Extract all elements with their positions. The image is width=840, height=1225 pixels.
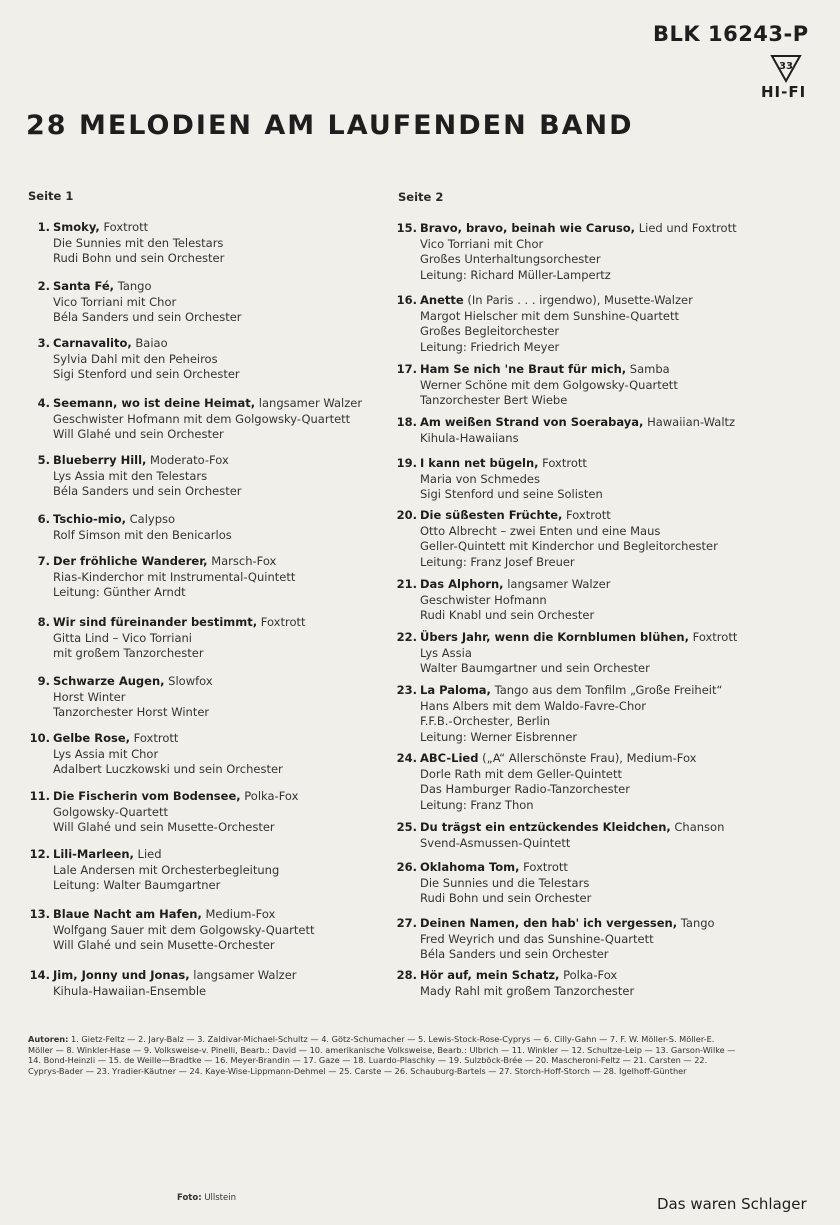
- track-performer-line: mit großem Tanzorchester: [53, 646, 204, 661]
- track-title: Hör auf, mein Schatz,: [420, 968, 560, 982]
- track-performer-line: Lys Assia mit Chor: [53, 746, 159, 761]
- track-title: Jim, Jonny und Jonas,: [53, 968, 190, 982]
- catalog-number: BLK 16243-P: [653, 22, 809, 46]
- track-style: Polka-Fox: [240, 789, 299, 803]
- track-performer-line: Will Glahé und sein Musette-Orchester: [53, 938, 275, 953]
- track-number: 7.: [37, 554, 50, 568]
- track-title: Deinen Namen, den hab' ich vergessen,: [420, 916, 678, 930]
- track-entry: [28, 279, 242, 326]
- track-number: 24.: [396, 751, 417, 765]
- track-entry: [395, 221, 737, 283]
- track-performer-line: Walter Baumgartner und sein Orchester: [420, 661, 650, 676]
- track-number: 27.: [396, 916, 417, 930]
- track-performer-line: Rudi Bohn und sein Orchester: [420, 891, 592, 906]
- track-entry: [395, 683, 722, 745]
- track-title: Santa Fé,: [53, 279, 115, 293]
- track-entry: [28, 220, 224, 267]
- track-performer-line: Gitta Lind – Vico Torriani: [53, 630, 192, 645]
- track-title: Blaue Nacht am Hafen,: [53, 907, 202, 921]
- track-entry: [28, 512, 232, 543]
- authors-text: 1. Gietz-Feltz — 2. Jary-Balz — 3. Zaldivar-Michael-Schultz — 4. Götz-Schumacher — 5. Lewis-Stock-Rose-Cyprys — 6. Cilly-Gahn — 7. F. W. Möller-S. Möller-E. Möller — 8. Winkler-Hase — 9. Volksweise-v. Pinelli, Bearb.: David — 10. amerikanische Volksweise, Bearb.: Ulbrich — 11. Winkler — 12. Schultze-Leip — 13. Garson-Wilke — 14. Bond-Heinzli — 15. de Weille—Bradtke — 16. Meyer-Brandin — 17. Gaze — 18. Luardo-Plaschky — 19. Sulzböck-Brée — 20. Mascheroni-Feltz — 21. Carsten — 22. Cyprys-Bader — 23. Yradier-Käutner — 24. Kaye-Wise-Lippmann-Dehmel — 25. Carste — 26. Schauburg-Bartels — 27. Storch-Hoff-Storch — 28. Igelhoff-Günther: [28, 1034, 736, 1076]
- photo-credit-value: Ullstein: [204, 1193, 236, 1203]
- track-performer-line: Tanzorchester Bert Wiebe: [420, 393, 568, 408]
- track-performer-line: Will Glahé und sein Orchester: [53, 427, 224, 442]
- track-performer-line: Tanzorchester Horst Winter: [53, 705, 210, 720]
- track-entry: [28, 554, 295, 601]
- track-performer-line: Lale Andersen mit Orchesterbegleitung: [53, 862, 280, 877]
- track-number: 17.: [396, 362, 417, 376]
- track-entry: [395, 456, 603, 503]
- track-number: 10.: [29, 731, 50, 745]
- track-style: Tango: [677, 916, 715, 930]
- track-title: Gelbe Rose,: [53, 731, 130, 745]
- track-style: Foxtrott: [519, 860, 568, 874]
- track-performer-line: Sigi Stenford und seine Solisten: [420, 487, 603, 502]
- track-performer-line: Das Hamburger Radio-Tanzorchester: [420, 782, 630, 797]
- track-style: Marsch-Fox: [207, 554, 277, 568]
- track-title: Smoky,: [53, 220, 100, 234]
- hifi-label: HI-FI: [761, 83, 807, 101]
- album-title: 28 MELODIEN AM LAUFENDEN BAND: [26, 110, 634, 141]
- track-number: 8.: [37, 615, 50, 629]
- track-performer-line: Leitung: Franz Thon: [420, 797, 534, 812]
- track-performer-line: Béla Sanders und sein Orchester: [420, 947, 609, 962]
- track-style: („A“ Allerschönste Frau), Medium-Fox: [478, 751, 697, 765]
- track-performer-line: Geschwister Hofmann: [420, 592, 547, 607]
- rpm-triangle-icon: [770, 54, 802, 84]
- track-title: Das Alphorn,: [420, 577, 504, 591]
- track-title: Übers Jahr, wenn die Kornblumen blühen,: [420, 630, 689, 644]
- track-number: 16.: [396, 293, 417, 307]
- authors-label: Autoren:: [28, 1034, 69, 1044]
- track-performer-line: Adalbert Luczkowski und sein Orchester: [53, 762, 283, 777]
- track-title: Oklahoma Tom,: [420, 860, 520, 874]
- track-style: Foxtrott: [562, 508, 611, 522]
- track-performer-line: Die Sunnies und die Telestars: [420, 875, 590, 890]
- track-performer-line: Rudi Knabl und sein Orchester: [420, 608, 595, 623]
- track-style: Moderato-Fox: [146, 453, 229, 467]
- authors-credits: [28, 1034, 740, 1076]
- track-number: 20.: [396, 508, 417, 522]
- track-title: Ham Se nich 'ne Braut für mich,: [420, 362, 627, 376]
- track-performer-line: Leitung: Werner Eisbrenner: [420, 729, 578, 744]
- track-title: Seemann, wo ist deine Heimat,: [53, 396, 256, 410]
- track-title: Schwarze Augen,: [53, 674, 165, 688]
- track-performer-line: Wolfgang Sauer mit dem Golgowsky-Quartett: [53, 922, 315, 937]
- track-entry: [28, 731, 283, 778]
- track-entry: [28, 847, 279, 894]
- track-number: 2.: [37, 279, 50, 293]
- track-performer-line: Leitung: Franz Josef Breuer: [420, 554, 575, 569]
- track-style: Slowfox: [164, 674, 213, 688]
- track-number: 28.: [396, 968, 417, 982]
- track-performer-line: Fred Weyrich und das Sunshine-Quartett: [420, 931, 654, 946]
- track-performer-line: Mady Rahl mit großem Tanzorchester: [420, 983, 635, 998]
- track-title: Der fröhliche Wanderer,: [53, 554, 208, 568]
- track-entry: [395, 577, 610, 624]
- track-performer-line: Leitung: Günther Arndt: [53, 585, 186, 600]
- track-performer-line: Leitung: Richard Müller-Lampertz: [420, 267, 611, 282]
- track-title: Tschio-mio,: [53, 512, 126, 526]
- track-performer-line: Sigi Stenford und sein Orchester: [53, 367, 240, 382]
- track-performer-line: Großes Begleitorchester: [420, 324, 560, 339]
- track-performer-line: Kihula-Hawaiians: [420, 430, 519, 445]
- track-style: Foxtrott: [99, 220, 149, 234]
- track-title: Die süßesten Früchte,: [420, 508, 563, 522]
- track-performer-line: Hans Albers mit dem Waldo-Favre-Chor: [420, 698, 647, 713]
- track-title: Blueberry Hill,: [53, 453, 147, 467]
- track-style: Tango aus dem Tonfilm „Große Freiheit“: [490, 683, 723, 697]
- track-style: Lied und Foxtrott: [635, 221, 737, 235]
- track-title: Wir sind füreinander bestimmt,: [53, 615, 258, 629]
- track-number: 18.: [396, 415, 417, 429]
- track-performer-line: F.F.B.-Orchester, Berlin: [420, 714, 551, 729]
- track-title: Bravo, bravo, beinah wie Caruso,: [420, 221, 636, 235]
- track-style: langsamer Walzer: [255, 396, 363, 410]
- track-performer-line: Rudi Bohn und sein Orchester: [53, 251, 225, 266]
- track-entry: [28, 907, 314, 954]
- track-performer-line: Vico Torriani mit Chor: [53, 294, 177, 309]
- track-entry: [395, 508, 718, 570]
- track-performer-line: Béla Sanders und sein Orchester: [53, 484, 242, 499]
- track-entry: [28, 674, 213, 721]
- track-number: 5.: [37, 453, 50, 467]
- track-performer-line: Leitung: Friedrich Meyer: [420, 339, 560, 354]
- track-performer-line: Golgowsky-Quartett: [53, 804, 169, 819]
- track-style: Calypso: [125, 512, 176, 526]
- track-title: Du trägst ein entzückendes Kleidchen,: [420, 820, 671, 834]
- track-number: 11.: [29, 789, 50, 803]
- track-style: Tango: [114, 279, 152, 293]
- track-entry: [395, 630, 737, 677]
- track-title: Carnavalito,: [53, 336, 132, 350]
- track-number: 14.: [29, 968, 50, 982]
- track-entry: [395, 968, 634, 999]
- track-number: 6.: [37, 512, 50, 526]
- track-entry: [28, 336, 240, 383]
- side-1-heading: Seite 1: [28, 189, 74, 203]
- track-style: Medium-Fox: [201, 907, 276, 921]
- track-performer-line: Will Glahé und sein Musette-Orchester: [53, 820, 275, 835]
- track-entry: [28, 615, 306, 662]
- track-number: 13.: [29, 907, 50, 921]
- track-performer-line: Sylvia Dahl mit den Peheiros: [53, 351, 218, 366]
- side-2-heading: Seite 2: [398, 190, 444, 204]
- track-title: Die Fischerin vom Bodensee,: [53, 789, 241, 803]
- track-title: Am weißen Strand von Soerabaya,: [420, 415, 644, 429]
- track-entry: [395, 415, 735, 446]
- track-style: Lied: [133, 847, 162, 861]
- track-style: Chanson: [670, 820, 725, 834]
- track-performer-line: Lys Assia: [420, 645, 472, 660]
- track-entry: [395, 860, 591, 907]
- track-entry: [28, 968, 297, 999]
- track-style: langsamer Walzer: [189, 968, 297, 982]
- photo-credit-label: Foto:: [177, 1193, 202, 1203]
- series-name: Das waren Schlager: [657, 1195, 807, 1213]
- track-performer-line: Horst Winter: [53, 689, 126, 704]
- track-style: Polka-Fox: [559, 968, 618, 982]
- track-style: Samba: [626, 362, 670, 376]
- track-style: langsamer Walzer: [503, 577, 611, 591]
- track-title: I kann net bügeln,: [420, 456, 539, 470]
- track-performer-line: Leitung: Walter Baumgartner: [53, 878, 221, 893]
- track-performer-line: Otto Albrecht – zwei Enten und eine Maus: [420, 523, 661, 538]
- track-entry: [28, 789, 298, 836]
- track-performer-line: Werner Schöne mit dem Golgowsky-Quartett: [420, 377, 678, 392]
- track-performer-line: Margot Hielscher mit dem Sunshine-Quartett: [420, 308, 679, 323]
- track-number: 26.: [396, 860, 417, 874]
- track-number: 12.: [29, 847, 50, 861]
- track-performer-line: Dorle Rath mit dem Geller-Quintett: [420, 766, 623, 781]
- track-number: 19.: [396, 456, 417, 470]
- track-number: 15.: [396, 221, 417, 235]
- rpm-value: 33: [779, 61, 793, 72]
- track-title: Lili-Marleen,: [53, 847, 134, 861]
- track-number: 1.: [37, 220, 50, 234]
- track-performer-line: Kihula-Hawaiian-Ensemble: [53, 983, 207, 998]
- photo-credit: [177, 1193, 236, 1203]
- track-title: La Paloma,: [420, 683, 491, 697]
- track-entry: [395, 751, 696, 813]
- track-performer-line: Rias-Kinderchor mit Instrumental-Quintett: [53, 569, 296, 584]
- track-number: 3.: [37, 336, 50, 350]
- track-performer-line: Lys Assia mit den Telestars: [53, 468, 208, 483]
- track-entry: [395, 916, 715, 963]
- track-number: 25.: [396, 820, 417, 834]
- track-number: 22.: [396, 630, 417, 644]
- track-entry: [395, 293, 693, 355]
- track-title: Anette: [420, 293, 464, 307]
- track-style: Baiao: [131, 336, 168, 350]
- track-performer-line: Die Sunnies mit den Telestars: [53, 235, 224, 250]
- track-performer-line: Rolf Simson mit den Benicarlos: [53, 527, 232, 542]
- track-entry: [28, 453, 242, 500]
- track-performer-line: Großes Unterhaltungsorchester: [420, 252, 601, 267]
- track-performer-line: Maria von Schmedes: [420, 471, 540, 486]
- track-style: Foxtrott: [538, 456, 587, 470]
- track-style: (In Paris . . . irgendwo), Musette-Walzer: [463, 293, 693, 307]
- track-entry: [28, 396, 362, 443]
- track-style: Foxtrott: [688, 630, 738, 644]
- track-style: Foxtrott: [257, 615, 306, 629]
- track-performer-line: Geller-Quintett mit Kinderchor und Begleitorchester: [420, 539, 718, 554]
- track-performer-line: Geschwister Hofmann mit dem Golgowsky-Quartett: [53, 411, 351, 426]
- track-number: 23.: [396, 683, 417, 697]
- track-style: Hawaiian-Waltz: [643, 415, 736, 429]
- track-performer-line: Béla Sanders und sein Orchester: [53, 310, 242, 325]
- track-title: ABC-Lied: [420, 751, 479, 765]
- track-number: 9.: [37, 674, 50, 688]
- track-style: Foxtrott: [130, 731, 179, 745]
- track-entry: [395, 362, 678, 409]
- track-performer-line: Vico Torriani mit Chor: [420, 236, 544, 251]
- track-performer-line: Svend-Asmussen-Quintett: [420, 835, 571, 850]
- track-number: 4.: [37, 396, 50, 410]
- track-number: 21.: [396, 577, 417, 591]
- track-entry: [395, 820, 724, 851]
